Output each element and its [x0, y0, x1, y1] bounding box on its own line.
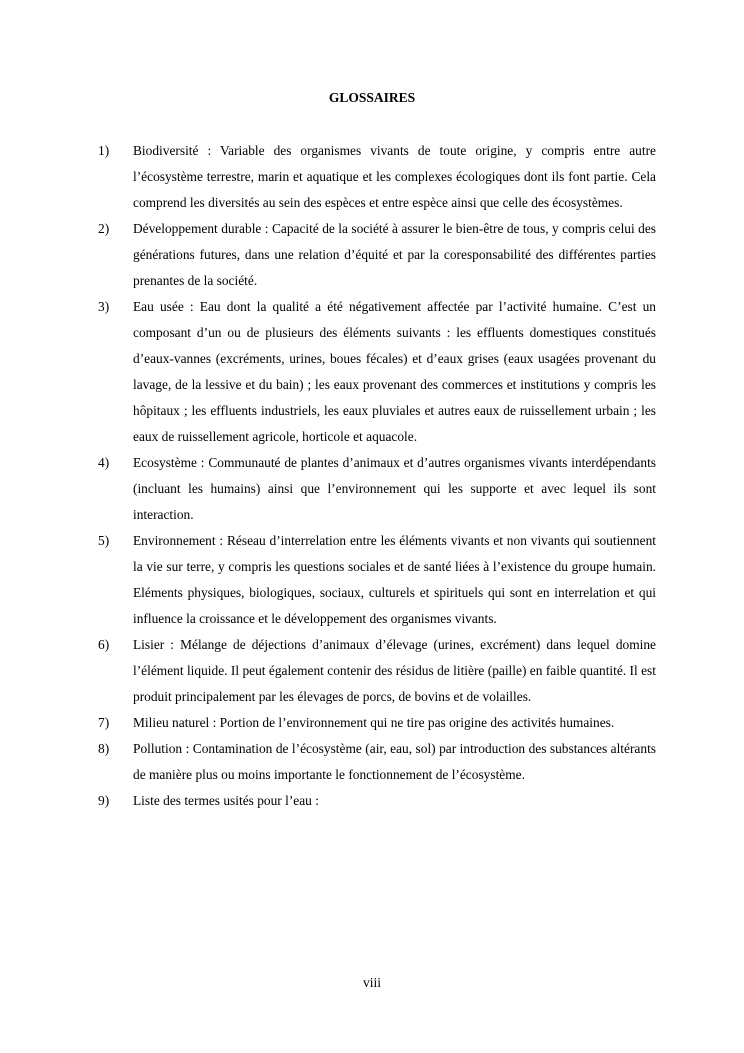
- page-number: viii: [362, 975, 381, 990]
- glossary-list: [98, 138, 656, 814]
- entry-text: Eau usée : Eau dont la qualité a été négativement affectée par l’activité humaine. C’est un composant d’un ou de plusieurs des éléments suivants : les effluents domestiques constitués d’eaux-vannes (excréments, urines, boues fécales) et d’eaux grises (eaux usagées provenant du lavage, de la lessive et du bain) ; les eaux provenant des commerces et institutions y compris les hôpitaux ; les effluents industriels, les eaux pluviales et autres eaux de ruissellement urbain ; les eaux de ruissellement agricole, horticole et aquacole.: [133, 299, 656, 444]
- glossary-entry-pollution: [98, 736, 656, 788]
- entry-text: Milieu naturel : Portion de l’environnement qui ne tire pas origine des activités humaines.: [133, 715, 615, 730]
- entry-text: Biodiversité : Variable des organismes vivants de toute origine, y compris entre autre l’écosystème terrestre, marin et aquatique et les complexes écologiques dont ils font partie. Cela comprend les diversités au sein des espèces et entre espèce ainsi que celle des écosystèmes.: [133, 143, 656, 210]
- entry-text: Développement durable : Capacité de la société à assurer le bien-être de tous, y compris celui des générations futures, dans une relation d’équité et par la coresponsabilité des différentes parties prenantes de la société.: [133, 221, 656, 288]
- glossary-entry-milieu-naturel: [98, 710, 656, 736]
- entry-number: 6): [98, 637, 110, 652]
- entry-text: Liste des termes usités pour l’eau :: [133, 793, 319, 808]
- entry-number: 9): [98, 793, 110, 808]
- entry-text: Pollution : Contamination de l’écosystème (air, eau, sol) par introduction des substances altérants de manière plus ou moins importante le fonctionnement de l’écosystème.: [133, 741, 656, 782]
- entry-number: 3): [98, 299, 110, 314]
- glossary-entry-environnement: [98, 528, 656, 632]
- entry-number: 1): [98, 143, 110, 158]
- entry-number: 2): [98, 221, 110, 236]
- entry-text: Environnement : Réseau d’interrelation entre les éléments vivants et non vivants qui soutiennent la vie sur terre, y compris les questions sociales et de santé liées à l’existence du groupe humain. Eléments physiques, biologiques, sociaux, culturels et spirituels qui sont en interrelation et qui influence la croissance et le développement des organismes vivants.: [133, 533, 656, 626]
- entry-number: 8): [98, 741, 110, 756]
- entry-text: Ecosystème : Communauté de plantes d’animaux et d’autres organismes vivants interdépendants (incluant les humains) ainsi que l’environnement qui les supporte et avec lequel ils sont interaction.: [133, 455, 656, 522]
- glossary-entry-lisier: [98, 632, 656, 710]
- entry-number: 7): [98, 715, 110, 730]
- entry-text: Lisier : Mélange de déjections d’animaux d’élevage (urines, excrément) dans lequel domine l’élément liquide. Il peut également contenir des résidus de litière (paille) en faible quantité. Il est produit principalement par les élevages de porcs, de bovins et de volailles.: [133, 637, 656, 704]
- glossary-entry-termes-eau: [98, 788, 656, 814]
- page-title: GLOSSAIRES: [328, 90, 416, 105]
- entry-number: 5): [98, 533, 110, 548]
- glossary-entry-eau-usee: [98, 294, 656, 450]
- glossary-entry-ecosysteme: [98, 450, 656, 528]
- glossary-entry-biodiversite: [98, 138, 656, 216]
- glossary-entry-developpement-durable: [98, 216, 656, 294]
- entry-number: 4): [98, 455, 110, 470]
